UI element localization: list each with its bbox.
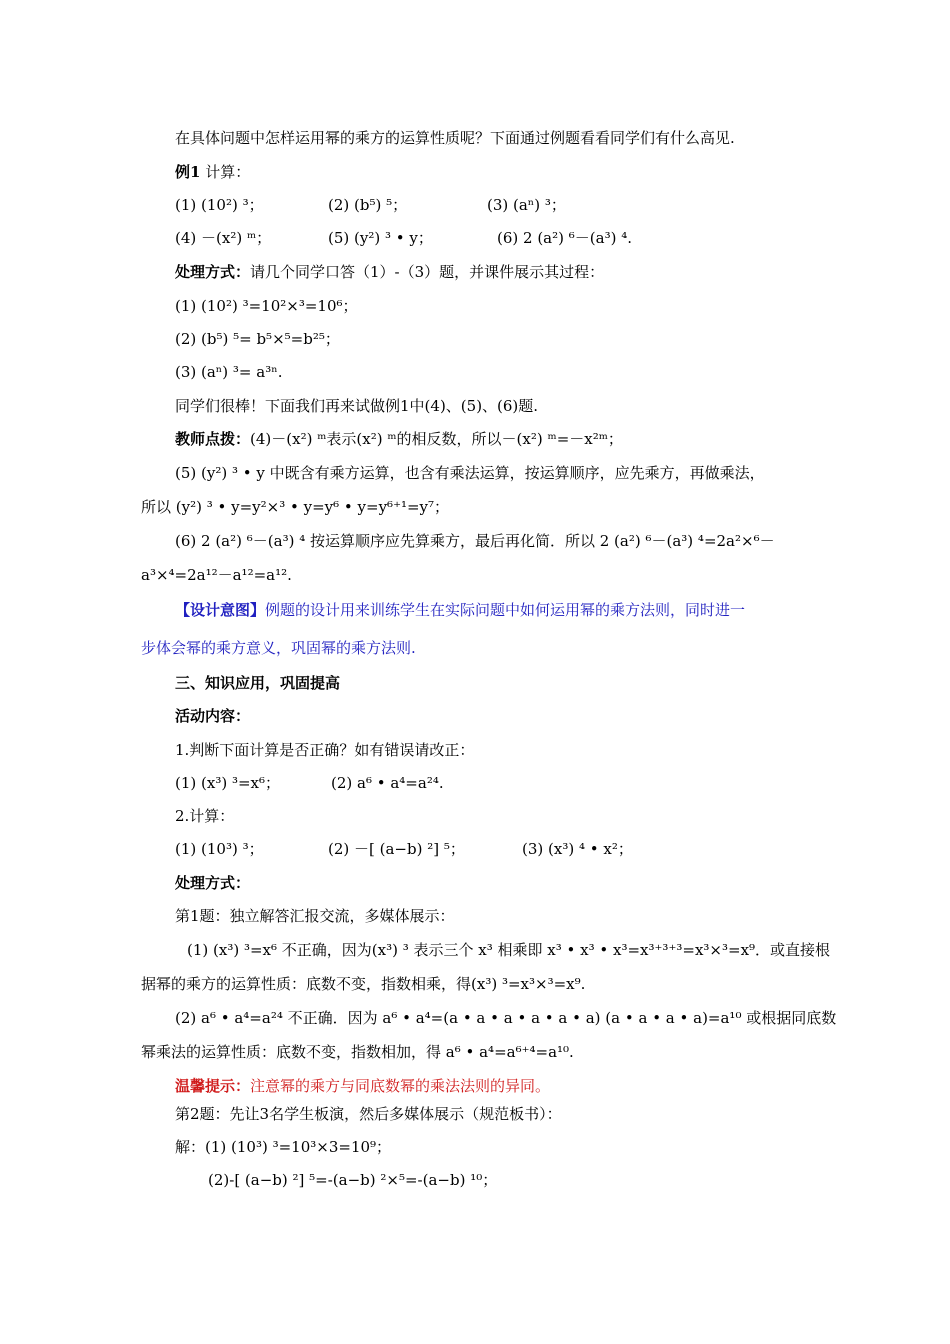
q1-answer-1-line-1: (1) (x³) ³=x⁶ 不正确，因为(x³) ³ 表示三个 x³ 相乘即 x³ • x³ • x³=x³⁺³⁺³=x³×³=x⁹．或直接根 [187, 941, 831, 959]
tip-6-line-2: a³×⁴=2a¹²－a¹²=a¹². [141, 566, 292, 584]
solution-2: (2) (b⁵) ⁵= b⁵×⁵=b²⁵； [175, 330, 340, 348]
example-item-3: (3) (aⁿ) ³； [487, 196, 566, 214]
q2-solution-2: (2)-[ (a−b) ²] ⁵=-(a−b) ²×⁵=-(a−b) ¹⁰； [208, 1171, 498, 1189]
q1-answer-2-line-2: 幂乘法的运算性质：底数不变，指数相加，得 a⁶ • a⁴=a⁶⁺⁴=a¹⁰. [141, 1043, 574, 1061]
example-item-1: (1) (10²) ³； [175, 196, 264, 214]
q2-solution-1: 解：(1) (10³) ³=10³×3=10⁹； [175, 1138, 392, 1156]
question-2-item-3: (3) (x³) ⁴ • x²； [522, 840, 633, 858]
design-intent-line-2: 步体会幂的乘方意义，巩固幂的乘方法则. [141, 639, 416, 657]
section-3-heading: 三、知识应用，巩固提高 [175, 674, 341, 692]
handling-method-1 [175, 262, 604, 282]
teacher-tip-label: 教师点拨： [175, 430, 251, 448]
tip-6-line-1: (6) 2 (a²) ⁶－(a³) ⁴ 按运算顺序应先算乘方，最后再化简．所以 2 (a²) ⁶－(a³) ⁴=2a²×⁶－ [175, 532, 775, 550]
warm-tip-text: 注意幂的乘方与同底数幂的乘法法则的异同。 [250, 1077, 551, 1095]
question-2-item-1: (1) (10³) ³； [175, 840, 264, 858]
design-intent-label: 【设计意图】 [175, 601, 266, 619]
warm-tip [175, 1076, 550, 1096]
activity-content-label: 活动内容： [175, 707, 251, 725]
praise-text: 同学们很棒！下面我们再来试做例1中(4)、(5)、(6)题. [175, 397, 539, 415]
example-item-5: (5) (y²) ³ • y； [328, 229, 433, 247]
handling-text: 请几个同学口答（1）-（3）题，并课件展示其过程： [250, 263, 605, 281]
q1-answer-1-line-2: 据幂的乘方的运算性质：底数不变，指数相乘，得(x³) ³=x³×³=x⁹. [141, 975, 586, 993]
example-item-6: (6) 2 (a²) ⁶－(a³) ⁴. [497, 229, 632, 247]
question-1-item-1: (1) (x³) ³=x⁶； [175, 774, 281, 792]
handling-method-2-label: 处理方式： [175, 874, 251, 892]
q1-answer-2-line-1: (2) a⁶ • a⁴=a²⁴ 不正确．因为 a⁶ • a⁴=(a • a • a • a • a • a) (a • a • a • a)=a¹⁰ 或根据同底数 [175, 1009, 837, 1027]
q2-process: 第2题：先让3名学生板演，然后多媒体展示（规范板书）： [175, 1105, 562, 1123]
solution-1: (1) (10²) ³=10²×³=10⁶； [175, 297, 358, 315]
example-item-4: (4) －(x²) ᵐ； [175, 229, 272, 247]
handling-label: 处理方式： [175, 263, 251, 281]
question-2-item-2: (2) －[ (a−b) ²] ⁵； [328, 840, 465, 858]
design-intent-text: 例题的设计用来训练学生在实际问题中如何运用幂的乘方法则，同时进一 [265, 601, 746, 619]
design-intent-line-1 [175, 600, 745, 620]
warm-tip-label: 温馨提示： [175, 1077, 251, 1095]
teacher-tip-text: (4)－(x²) ᵐ表示(x²) ᵐ的相反数，所以－(x²) ᵐ=－x²ᵐ； [250, 430, 623, 448]
example-1-heading [175, 162, 250, 182]
question-1: 1.判断下面计算是否正确？如有错误请改正： [175, 741, 475, 759]
q1-process: 第1题：独立解答汇报交流，多媒体展示： [175, 907, 455, 925]
example-label: 例1 [175, 163, 201, 181]
tip-5-line-1: (5) (y²) ³ • y 中既含有乘方运算，也含有乘法运算，按运算顺序，应先乘方，再做乘法， [175, 464, 765, 482]
solution-3: (3) (aⁿ) ³= a³ⁿ. [175, 363, 283, 381]
question-2: 2.计算： [175, 807, 235, 825]
example-instruction: 计算： [200, 163, 251, 181]
intro-text: 在具体问题中怎样运用幂的乘方的运算性质呢？下面通过例题看看同学们有什么高见. [175, 129, 735, 147]
teacher-tip [175, 429, 623, 449]
example-item-2: (2) (b⁵) ⁵； [328, 196, 408, 214]
question-1-item-2: (2) a⁶ • a⁴=a²⁴. [331, 774, 444, 792]
tip-5-line-2: 所以 (y²) ³ • y=y²×³ • y=y⁶ • y=y⁶⁺¹=y⁷； [141, 498, 450, 516]
